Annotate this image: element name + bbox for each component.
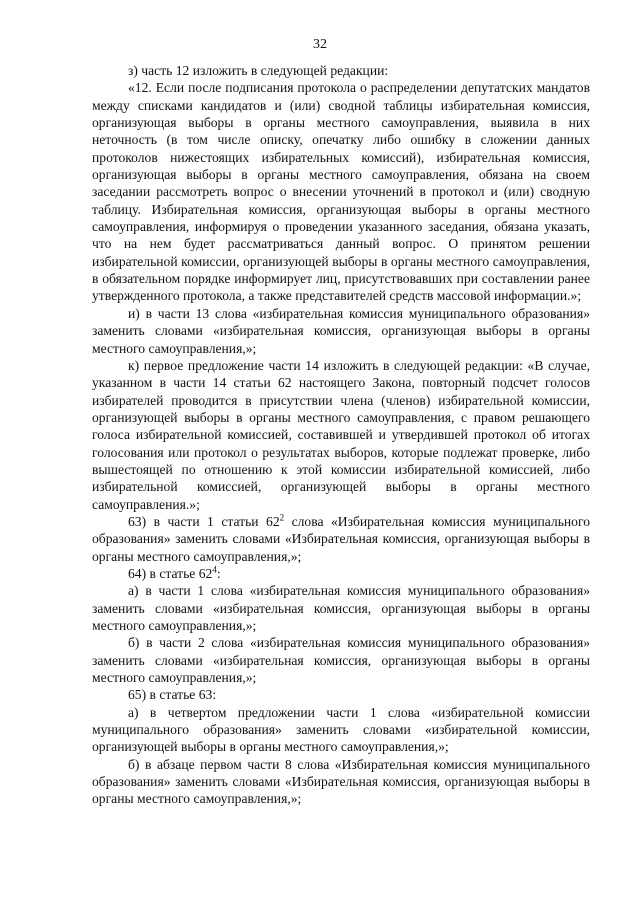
paragraph-i: и) в части 13 слова «избирательная комиссия муниципального образования» заменить словами «избирательная комиссия, организующая выборы в органы местного самоуправления,»; — [92, 305, 590, 356]
paragraph-65: 65) в статье 63: — [128, 687, 217, 703]
paragraph-64-a: а) в части 1 слова «избирательная комиссия муниципального образования» заменить словами «избирательная комиссия, организующая выборы в органы местного самоуправления,»; — [92, 583, 590, 633]
document-body — [92, 62, 590, 808]
paragraph-z: з) часть 12 изложить в следующей редакции: — [128, 63, 389, 78]
paragraph-64: 64) в статье $62^4$: — [128, 564, 221, 581]
page-number: 32 — [313, 37, 327, 52]
paragraph-65-b: б) в абзаце первом части 8 слова «Избирательная комиссия муниципального образования» заменить словами «Избирательная комиссия, организующая выборы в органы местного самоуправления,»; — [92, 756, 590, 807]
paragraph-k: к) первое предложение части 14 изложить в следующей редакции: «В случае, указанном в части 14 статьи 62 настоящего Закона, повторный подсчет голосов избирателей проводится в присутствии члена (членов) избирательной комиссии, организующей выборы в органы местного самоуправления, с правом решающего голоса избирательной комиссией, составившей и утвердившей протокол об итогах голосования или протокол о результатах выборов, которые подлежат проверке, либо вышестоящей по отношению к этой комиссии избирательной комиссией, либо избирательной комиссией, организующей выборы в органы местного самоуправления.»; — [92, 357, 590, 512]
paragraph-63: 63) в части 1 статьи $62^2$ слова «Избирательная комиссия муниципального образования» заменить словами «Избирательная комиссия, организующая выборы в органы местного самоуправления,»; — [92, 512, 591, 564]
paragraph-65-a: а) в четвертом предложении части 1 слова «избирательной комиссии муниципального образования» заменить словами «избирательной комиссии, организующей выборы в органы местного самоуправления,»; — [92, 704, 590, 755]
paragraph-64-b: б) в части 2 слова «избирательная комиссия муниципального образования» заменить словами «избирательная комиссия, организующая выборы в органы местного самоуправления,»; — [92, 635, 590, 686]
paragraph-part-12: «12. Если после подписания протокола о распределении депутатских мандатов между списками кандидатов и (или) сводной таблицы избирательная комиссия, организующая выборы в органы местного самоуправления, выявила в них неточность (в том числе описку, опечатку либо ошибку в сложении данных протоколов нижестоящих избирательных комиссий), избирательная комиссия, организующая выборы в органы местного самоуправления, обязана на своем заседании рассмотреть вопрос о внесении уточнений в протокол и (или) сводную таблицу. Избирательная комиссия, организующая выборы в органы местного самоуправления, информируя о проведении указанного заседания, обязана указать, что на нем будет рассматриваться данный вопрос. О принятом решении избирательной комиссии, организующей выборы в органы местного самоуправления, в обязательном порядке информирует лиц, присутствовавших при составлении ранее утвержденного протокола, а также представителей средств массовой информации.»; — [92, 80, 590, 304]
